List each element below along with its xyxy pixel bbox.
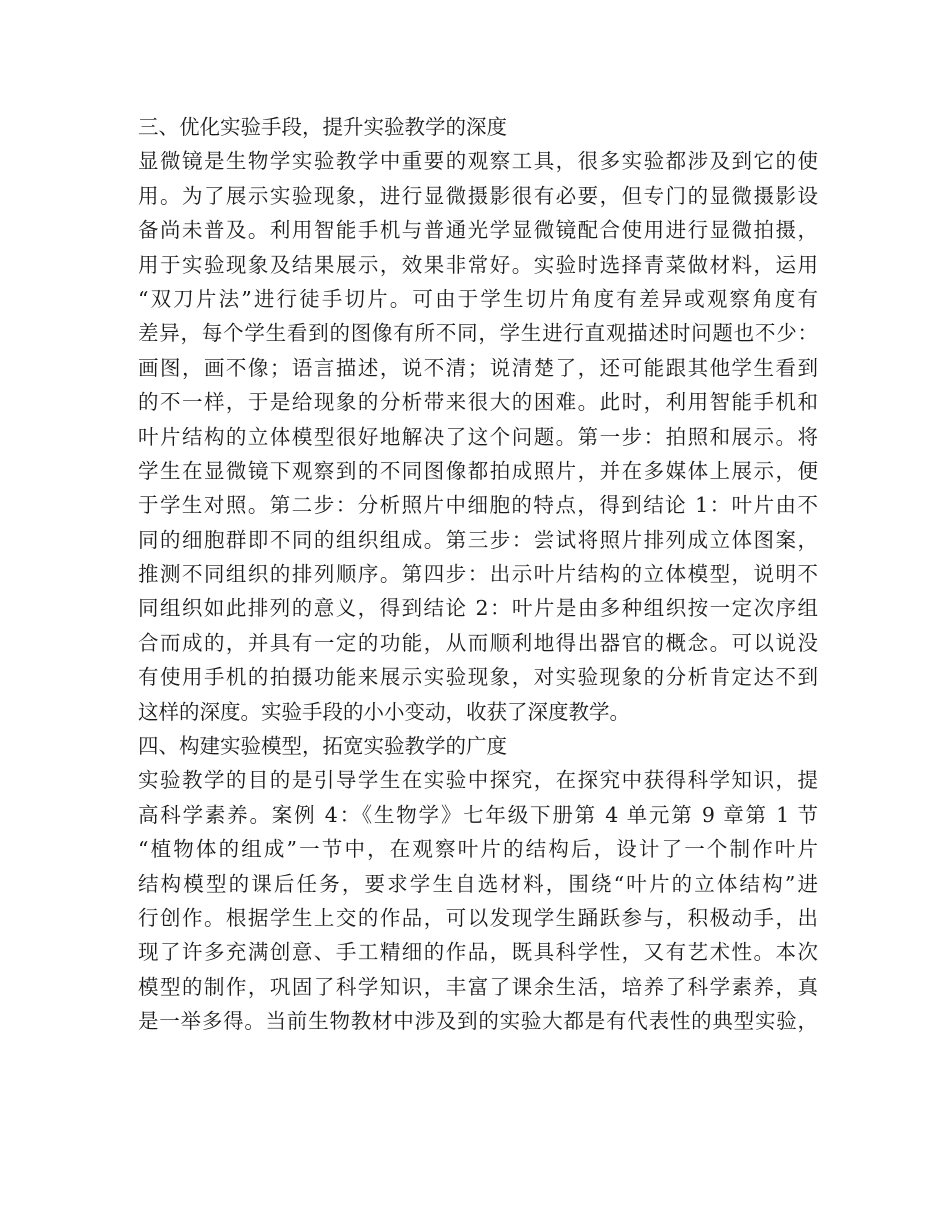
paragraph-line: 实验教学的目的是引导学生在实验中探究，在探究中获得科学知识，提 <box>138 768 818 793</box>
paragraph-line: 结构模型的课后任务，要求学生自选材料，围绕“叶片的立体结构”进 <box>138 871 818 896</box>
paragraph-line: 用。为了展示实验现象，进行显微摄影很有必要，但专门的显微摄影设 <box>138 183 818 208</box>
paragraph-line: 现了许多充满创意、手工精细的作品，既具科学性，又有艺术性。本次 <box>138 940 818 965</box>
paragraph-line: 高科学素养。案例 4：《生物学》七年级下册第 4 单元第 9 章第 1 节 <box>138 802 818 827</box>
paragraph-line: 模型的制作，巩固了科学知识，丰富了课余生活，培养了科学素养，真 <box>138 974 818 999</box>
paragraph-line: 于学生对照。第二步：分析照片中细胞的特点，得到结论 1：叶片由不 <box>138 493 818 518</box>
paragraph-line: 同组织如此排列的意义，得到结论 2：叶片是由多种组织按一定次序组 <box>138 596 818 621</box>
paragraph-line: 学生在显微镜下观察到的不同图像都拍成照片，并在多媒体上展示，便 <box>138 458 818 483</box>
section-heading-3: 三、优化实验手段，提升实验教学的深度 <box>138 115 507 139</box>
paragraph-line: 叶片结构的立体模型很好地解决了这个问题。第一步：拍照和展示。将 <box>138 424 818 449</box>
paragraph-line: 合而成的，并具有一定的功能，从而顺利地得出器官的概念。可以说没 <box>138 630 818 655</box>
paragraph-line: 的不一样，于是给现象的分析带来很大的困难。此时，利用智能手机和 <box>138 390 818 415</box>
paragraph-line: 用于实验现象及结果展示，效果非常好。实验时选择青菜做材料，运用 <box>138 252 818 277</box>
paragraph-line: 差异，每个学生看到的图像有所不同，学生进行直观描述时问题也不少： <box>138 321 818 346</box>
paragraph-line: 推测不同组织的排列顺序。第四步：出示叶片结构的立体模型，说明不 <box>138 562 818 587</box>
paragraph-line: 显微镜是生物学实验教学中重要的观察工具，很多实验都涉及到它的使 <box>138 149 818 174</box>
document-body <box>138 110 818 1039</box>
paragraph-line: 行创作。根据学生上交的作品，可以发现学生踊跃参与，积极动手，出 <box>138 905 818 930</box>
paragraph-line: 同的细胞群即不同的组织组成。第三步：尝试将照片排列成立体图案， <box>138 527 818 552</box>
paragraph-line-last: 这样的深度。实验手段的小小变动，收获了深度教学。 <box>138 699 630 724</box>
paragraph-line: 备尚未普及。利用智能手机与普通光学显微镜配合使用进行显微拍摄， <box>138 218 818 243</box>
paragraph-line: “植物体的组成”一节中，在观察叶片的结构后，设计了一个制作叶片 <box>138 837 818 862</box>
paragraph-line: “双刀片法”进行徒手切片。可由于学生切片角度有差异或观察角度有 <box>138 286 818 311</box>
paragraph-line: 画图，画不像；语言描述，说不清；说清楚了，还可能跟其他学生看到 <box>138 355 818 380</box>
paragraph-line: 是一举多得。当前生物教材中涉及到的实验大都是有代表性的典型实验， <box>138 1009 818 1034</box>
section-heading-4: 四、构建实验模型，拓宽实验教学的广度 <box>138 734 507 759</box>
paragraph-line: 有使用手机的拍摄功能来展示实验现象，对实验现象的分析肯定达不到 <box>138 665 818 690</box>
